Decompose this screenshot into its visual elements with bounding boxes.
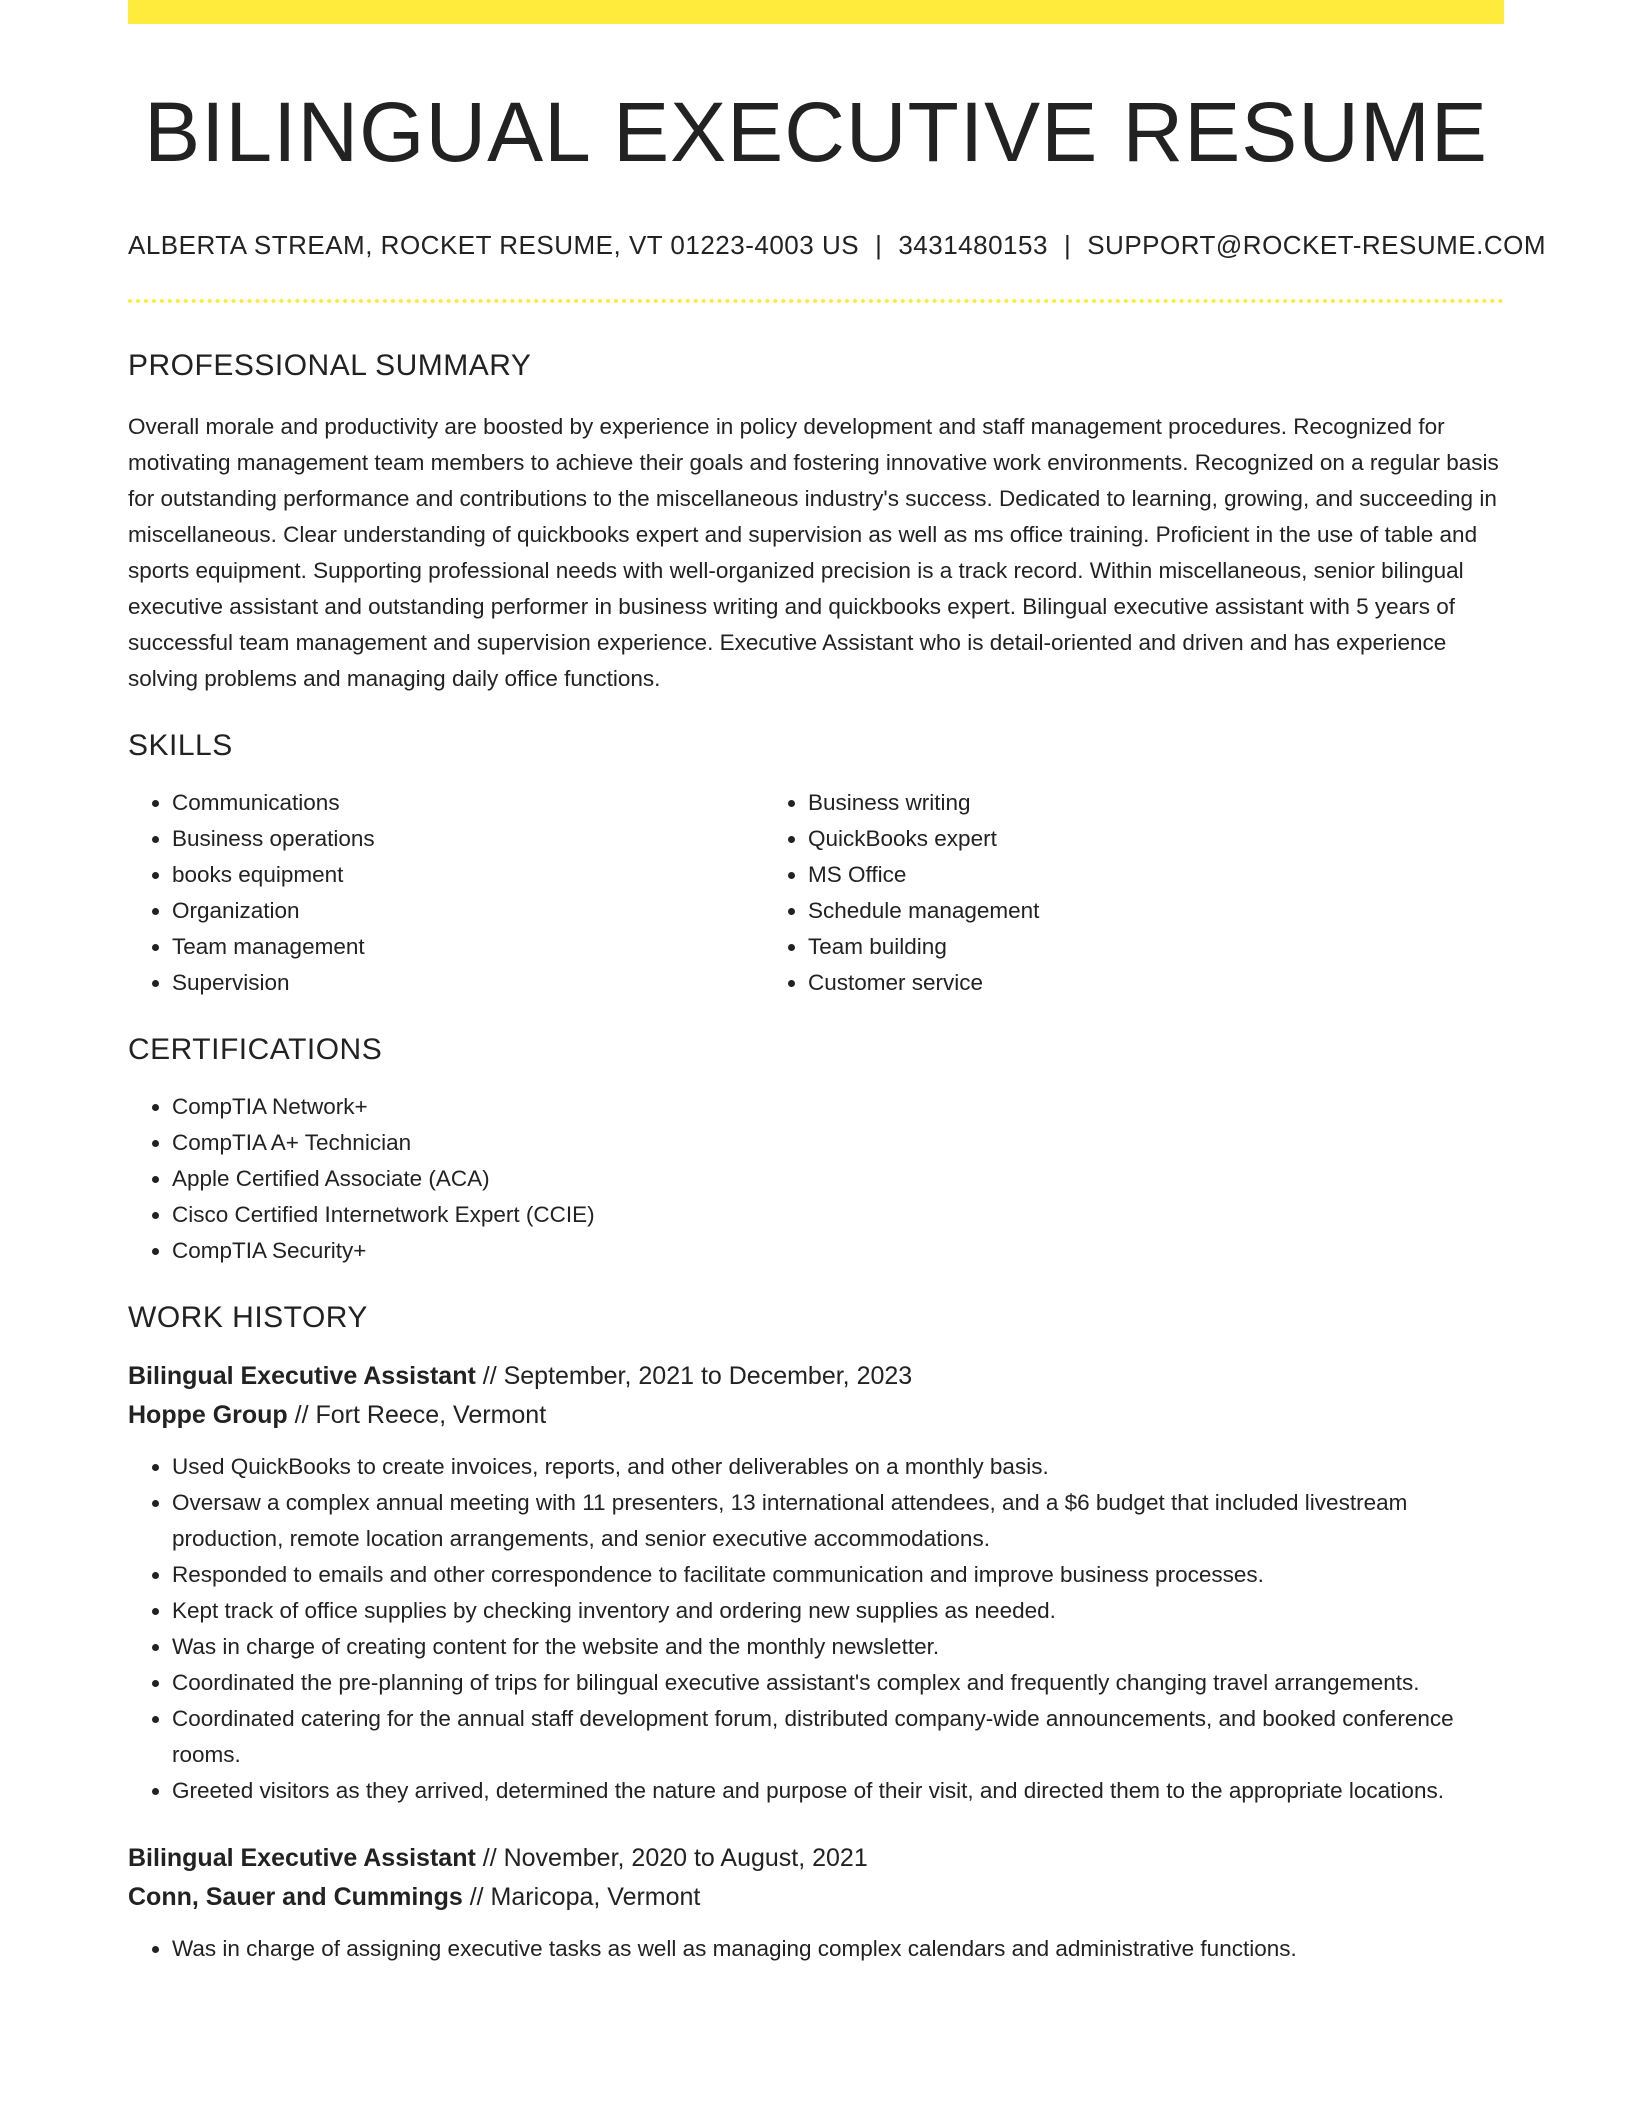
contact-phone[interactable]: 3431480153 <box>898 230 1048 261</box>
skill-item: • Organization <box>172 893 760 929</box>
job-location: // Maricopa, Vermont <box>469 1883 701 1912</box>
skill-item: • MS Office <box>808 857 1392 893</box>
skill-item: • Supervision <box>172 965 760 1001</box>
skills-section <box>128 729 1504 1001</box>
skill-item: • Team building <box>808 929 1392 965</box>
job-dates: // September, 2021 to December, 2023 <box>482 1362 913 1391</box>
job-bullet: • Responded to emails and other correspondence to facilitate communication and improve business processes. <box>172 1557 1504 1593</box>
job-company: Conn, Sauer and Cummings <box>128 1883 463 1912</box>
certification-item: • CompTIA Security+ <box>172 1233 1504 1269</box>
contact-separator: | <box>1063 230 1072 261</box>
resume-page <box>128 0 1546 1967</box>
skill-item: • Team management <box>172 929 760 965</box>
job-bullet: • Kept track of office supplies by checking inventory and ordering new supplies as needed. <box>172 1593 1504 1629</box>
skills-list-right <box>760 785 1392 1001</box>
certifications-list <box>128 1089 1504 1269</box>
job-location: // Fort Reece, Vermont <box>294 1401 547 1430</box>
skill-item: • Customer service <box>808 965 1392 1001</box>
dotted-divider <box>128 299 1504 303</box>
job-bullet: • Coordinated the pre-planning of trips for bilingual executive assistant's complex and frequently changing travel arrangements. <box>172 1665 1504 1701</box>
job-entry <box>128 1357 1504 1809</box>
certification-item: • Cisco Certified Internetwork Expert (CCIE) <box>172 1197 1504 1233</box>
skill-item: • Business operations <box>172 821 760 857</box>
job-bullet: • Was in charge of creating content for the website and the monthly newsletter. <box>172 1629 1504 1665</box>
page-title: BILINGUAL EXECUTIVE RESUME <box>144 85 1488 179</box>
skill-item: • QuickBooks expert <box>808 821 1392 857</box>
job-title-line <box>128 1839 1504 1878</box>
skill-item: • Business writing <box>808 785 1392 821</box>
summary-section <box>128 349 1504 697</box>
job-entry <box>128 1839 1504 1967</box>
job-bullets <box>128 1449 1504 1809</box>
job-title-line <box>128 1357 1504 1396</box>
section-heading-skills: SKILLS <box>128 729 233 763</box>
section-heading-summary: PROFESSIONAL SUMMARY <box>128 349 532 383</box>
certification-item: • Apple Certified Associate (ACA) <box>172 1161 1504 1197</box>
job-dates: // November, 2020 to August, 2021 <box>482 1844 868 1873</box>
job-bullet: • Coordinated catering for the annual staff development forum, distributed company-wide announcements, and booked conference rooms. <box>172 1701 1504 1773</box>
contact-separator: | <box>875 230 883 261</box>
job-bullet: • Greeted visitors as they arrived, determined the nature and purpose of their visit, and directed them to the appropriate locations. <box>172 1773 1504 1809</box>
job-bullet: • Oversaw a complex annual meeting with 11 presenters, 13 international attendees, and a $6 budget that included livestream production, remote location arrangements, and senior executive accommodations. <box>172 1485 1504 1557</box>
job-title: Bilingual Executive Assistant <box>128 1844 476 1873</box>
job-company-line <box>128 1878 1504 1917</box>
job-company: Hoppe Group <box>128 1401 288 1430</box>
section-heading-work-history: WORK HISTORY <box>128 1301 368 1335</box>
job-bullets <box>128 1931 1504 1967</box>
job-title: Bilingual Executive Assistant <box>128 1362 476 1391</box>
job-bullet: • Used QuickBooks to create invoices, reports, and other deliverables on a monthly basis. <box>172 1449 1504 1485</box>
job-company-line <box>128 1396 1504 1435</box>
contact-line <box>128 230 1546 261</box>
skills-list-left <box>128 785 760 1001</box>
work-history-section <box>128 1301 1504 1967</box>
contact-email[interactable]: SUPPORT@ROCKET-RESUME.COM <box>1087 230 1546 261</box>
certifications-section <box>128 1033 1504 1269</box>
contact-address: ALBERTA STREAM, ROCKET RESUME, VT 01223-4003 US <box>128 230 860 261</box>
accent-top-bar <box>128 0 1504 24</box>
skill-item: • Schedule management <box>808 893 1392 929</box>
certification-item: • CompTIA A+ Technician <box>172 1125 1504 1161</box>
summary-text: Overall morale and productivity are boosted by experience in policy development and staff management procedures. Recognized for motivating management team members to achieve their goals and fostering innovative work environments. Recognized on a regular basis for outstanding performance and contributions to the miscellaneous industry's success. Dedicated to learning, growing, and succeeding in miscellaneous. Clear understanding of quickbooks expert and supervision as well as ms office training. Proficient in the use of table and sports equipment. Supporting professional needs with well-organized precision is a track record. Within miscellaneous, senior bilingual executive assistant and outstanding performer in business writing and quickbooks expert. Bilingual executive assistant with 5 years of successful team management and supervision experience. Executive Assistant who is detail-oriented and driven and has experience solving problems and managing daily office functions. <box>128 414 1499 692</box>
section-heading-certifications: CERTIFICATIONS <box>128 1033 383 1067</box>
skills-grid <box>128 785 1504 1001</box>
certification-item: • CompTIA Network+ <box>172 1089 1504 1125</box>
skill-item: • Communications <box>172 785 760 821</box>
job-bullet: • Was in charge of assigning executive tasks as well as managing complex calendars and administrative functions. <box>172 1931 1504 1967</box>
skill-item: • books equipment <box>172 857 760 893</box>
